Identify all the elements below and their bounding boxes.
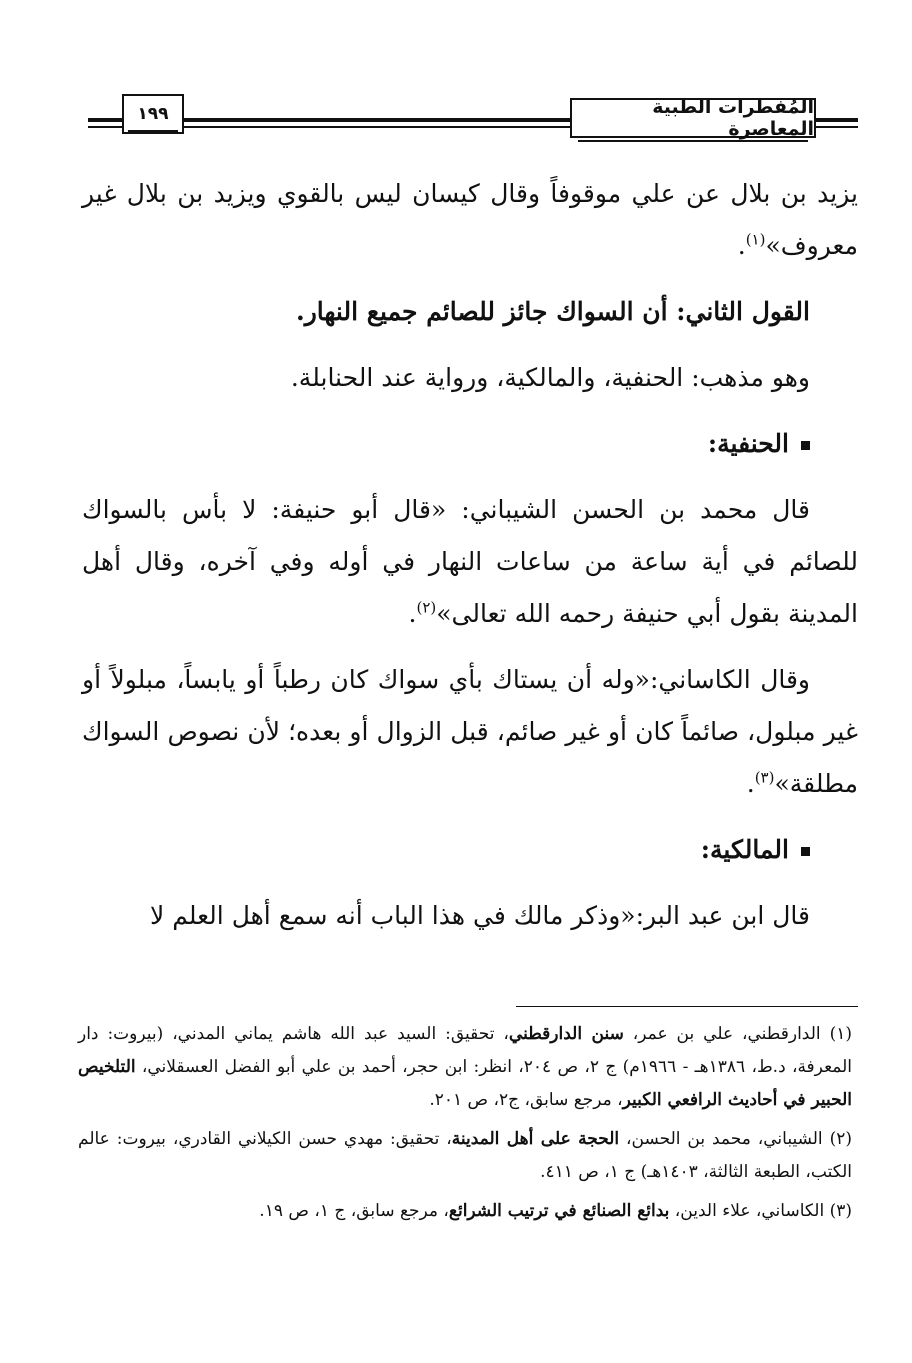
footnote-1	[78, 1018, 852, 1117]
page-number: ١٩٩	[122, 94, 184, 134]
footnote-ref-1: (١)	[745, 230, 766, 249]
footnote-2	[78, 1123, 852, 1189]
second-opinion-heading: القول الثاني: أن السواك جائز للصائم جميع النهار.	[296, 297, 810, 326]
footnote-3-number: (٣)	[829, 1201, 852, 1221]
paragraph-3	[82, 484, 858, 640]
section-hanafi	[82, 418, 858, 470]
footnote-2-details: ، تحقيق: مهدي حسن الكيلاني القادري، بيروت: عالم الكتب، الطبعة الثالثة، ١٤٠٣هـ) ج ١، ص ٤١١.	[78, 1129, 852, 1182]
running-title: المُفطرات الطبية المعاصرة	[570, 98, 816, 138]
bullet-square-icon	[801, 847, 810, 856]
paragraph-1-text: يزيد بن بلال عن علي موقوفاً وقال كيسان ليس بالقوي ويزيد بن بلال غير معروف»	[82, 179, 858, 260]
bullet-square-icon	[801, 441, 810, 450]
footnote-ref-3: (٣)	[754, 768, 775, 787]
footnote-2-number: (٢)	[829, 1129, 852, 1149]
paragraph-5: قال ابن عبد البر:«وذكر مالك في هذا الباب أنه سمع أهل العلم لا	[150, 901, 810, 930]
paragraph-4	[82, 654, 858, 810]
running-header	[88, 90, 858, 142]
footnote-2-title: الحجة على أهل المدينة	[451, 1129, 620, 1149]
paragraph-2: وهو مذهب: الحنفية، والمالكية، ورواية عند الحنابلة.	[290, 363, 810, 392]
footnote-2-author: الشيباني، محمد بن الحسن،	[619, 1129, 823, 1149]
section-maliki	[82, 824, 858, 876]
footnote-separator	[516, 1006, 858, 1007]
paragraph-3-end: .	[408, 599, 417, 628]
footnote-ref-2: (٢)	[416, 598, 437, 617]
footnote-1-number: (١)	[829, 1024, 852, 1044]
footnotes	[78, 1018, 852, 1234]
paragraph-1-end: .	[737, 231, 746, 260]
main-text	[82, 168, 858, 942]
footnote-3-details: ، مرجع سابق، ج ١، ص ١٩.	[259, 1201, 449, 1221]
footnote-1-details-2: ، مرجع سابق، ج٢، ص ٢٠١.	[429, 1090, 623, 1110]
paragraph-4-text: وقال الكاساني:«وله أن يستاك بأي سواك كان رطباً أو يابساً، مبلولاً أو غير مبلول، صائماً كان أو غير صائم، قبل الزوال أو بعده؛ لأن نصوص السواك مطلقة»	[82, 665, 858, 798]
section-hanafi-label: الحنفية:	[707, 429, 789, 458]
paragraph-1	[82, 168, 858, 272]
footnote-3-author: الكاساني، علاء الدين،	[669, 1201, 825, 1221]
footnote-3-title: بدائع الصنائع في ترتيب الشرائع	[448, 1201, 670, 1221]
footnote-1-author: الدارقطني، علي بن عمر،	[623, 1024, 821, 1044]
footnote-1-details: ، تحقيق: السيد عبد الله هاشم يماني المدني، (بيروت: دار المعرفة، د.ط، ١٣٨٦هـ - ١٩٦٦م) ج ٢، ص ٢٠٤، انظر: ابن حجر، أحمد بن علي أبو الفضل العسقلاني،	[78, 1024, 852, 1077]
section-maliki-label: المالكية:	[700, 835, 789, 864]
footnote-3	[78, 1195, 852, 1228]
footnote-1-title-2: التلخيص الحبير في أحاديث الرافعي الكبير	[78, 1057, 852, 1110]
footnote-1-title: سنن الدارقطني	[508, 1024, 624, 1044]
paragraph-4-end: .	[746, 769, 755, 798]
paragraph-3-text: قال محمد بن الحسن الشيباني: «قال أبو حنيفة: لا بأس بالسواك للصائم في أية ساعة من ساعات النهار في أوله وفي آخره، وقال أهل المدينة بقول أبي حنيفة رحمه الله تعالى»	[82, 495, 858, 628]
